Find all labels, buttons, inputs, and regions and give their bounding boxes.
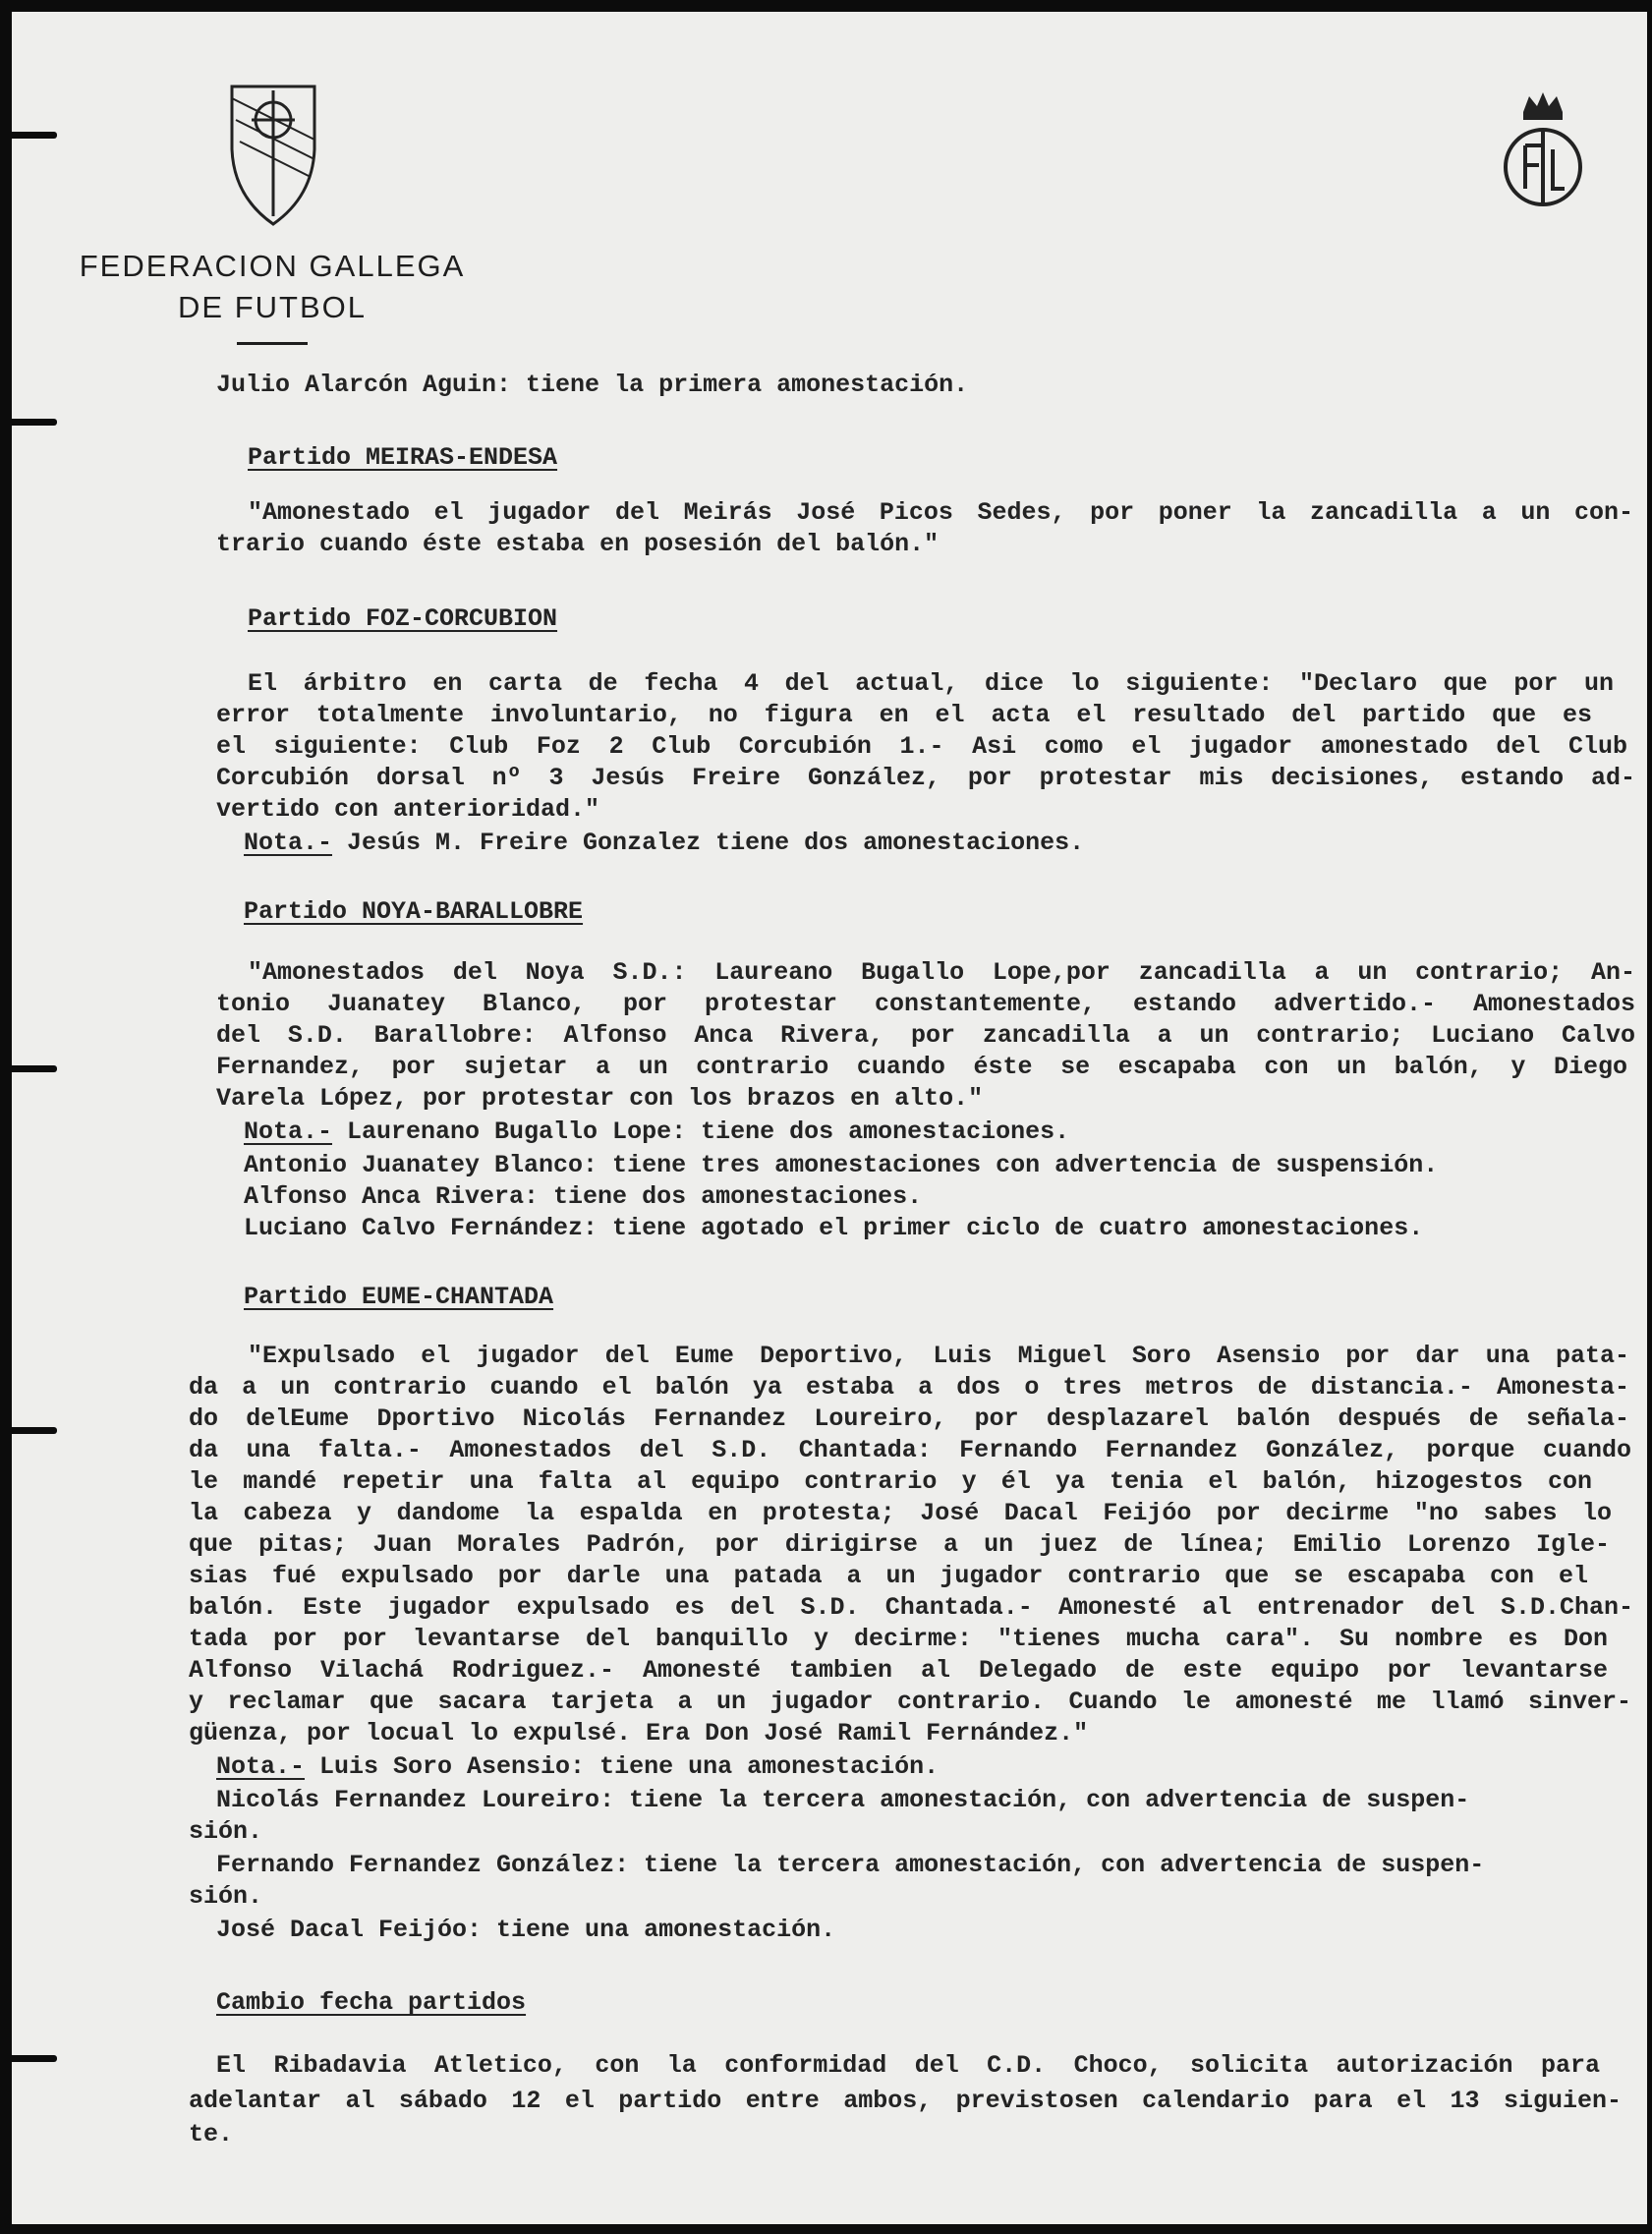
text-line: tonio Juanatey Blanco, por protestar constantemente, estando advertido.- Amonestados [216, 990, 1635, 1018]
note-text: Laurenano Bugallo Lope: tiene dos amonestaciones. [332, 1117, 1070, 1146]
text-line: tada por por levantarse del banquillo y decirme: "tienes mucha cara". Su nombre es Don [189, 1625, 1608, 1653]
federation-name-line2: DE FUTBOL [178, 290, 367, 324]
text-line: da una falta.- Amonestados del S.D. Chantada: Fernando Fernandez González, porque cuando [189, 1436, 1631, 1464]
text-line: y reclamar que sacara tarjeta a un jugador contrario. Cuando le amonesté me llamó sinver- [189, 1688, 1631, 1716]
text-line: Fernandez, por sujetar a un contrario cuando éste se escapaba con un balón, y Diego [216, 1053, 1627, 1081]
document-page [12, 12, 1647, 2224]
federation-name-line1: FEDERACION GALLEGA [79, 249, 466, 283]
note-text: Luis Soro Asensio: tiene una amonestación. [305, 1752, 940, 1781]
text-line: Varela López, por protestar con los brazos en alto." [216, 1084, 984, 1113]
text-line: "Amonestados del Noya S.D.: Laureano Bugallo Lope,por zancadilla a un contrario; An- [248, 958, 1635, 987]
text-line: do delEume Dportivo Nicolás Fernandez Loureiro, por desplazarel balón después de señala- [189, 1404, 1629, 1433]
text-line: el siguiente: Club Foz 2 Club Corcubión 1.- Asi como el jugador amonestado del Club [216, 732, 1627, 761]
text-line: Corcubión dorsal nº 3 Jesús Freire González, por protestar mis decisiones, estando ad- [216, 764, 1635, 792]
text-line: "Amonestado el jugador del Meirás José Picos Sedes, por poner la zancadilla a un con- [248, 498, 1633, 527]
note-line: Fernando Fernandez González: tiene la tercera amonestación, con advertencia de suspen- [216, 1851, 1485, 1879]
text-line: que pitas; Juan Morales Padrón, por dirigirse a un juez de línea; Emilio Lorenzo Igle- [189, 1530, 1610, 1559]
text-line: vertido con anterioridad." [216, 795, 600, 824]
text-line: "Expulsado el jugador del Eume Deportivo, Luis Miguel Soro Asensio por dar una pata- [248, 1342, 1629, 1370]
note-line: José Dacal Feijóo: tiene una amonestación. [216, 1916, 836, 1944]
note-line: sión. [189, 1882, 263, 1911]
note-line: Luciano Calvo Fernández: tiene agotado el primer ciclo de cuatro amonestaciones. [244, 1214, 1424, 1242]
section-title: Partido EUME-CHANTADA [244, 1283, 554, 1311]
text-line: Alfonso Vilachá Rodriguez.- Amonesté tambien al Delegado de este equipo por levantarse [189, 1656, 1608, 1685]
text-line: sias fué expulsado por darle una patada a un jugador contrario que se escapaba con el [189, 1562, 1588, 1590]
note-label: Nota.- [216, 1752, 306, 1781]
text-line: balón. Este jugador expulsado es del S.D. Chantada.- Amonesté al entrenador del S.D.Chan- [189, 1593, 1633, 1622]
text-line: El Ribadavia Atletico, con la conformidad del C.D. Choco, solicita autorización para [216, 2051, 1600, 2080]
note-line: Antonio Juanatey Blanco: tiene tres amonestaciones con advertencia de suspensión. [244, 1151, 1439, 1179]
text-line: error totalmente involuntario, no figura en el acta el resultado del partido que es [216, 701, 1592, 729]
note-label: Nota.- [244, 829, 333, 857]
text-line: güenza, por locual lo expulsé. Era Don José Ramil Fernández." [189, 1719, 1089, 1747]
section-title: Partido NOYA-BARALLOBRE [244, 897, 584, 926]
section-title: Partido FOZ-CORCUBION [248, 604, 558, 633]
text-line: le mandé repetir una falta al equipo contrario y él ya tenia el balón, hizogestos con [189, 1467, 1592, 1496]
text-line: El árbitro en carta de fecha 4 del actual, dice lo siguiente: "Declaro que por un [248, 669, 1614, 698]
text-line: trario cuando éste estaba en posesión del balón." [216, 530, 940, 558]
section-title: Cambio fecha partidos [216, 1988, 527, 2017]
note-line: sión. [189, 1817, 263, 1846]
intro-line: Julio Alarcón Aguin: tiene la primera amonestación. [216, 371, 969, 399]
text-line: te. [189, 2120, 234, 2148]
note-text: Jesús M. Freire Gonzalez tiene dos amonestaciones. [332, 829, 1085, 857]
text-line: adelantar al sábado 12 el partido entre ambos, previstosen calendario para el 13 siguien- [189, 2087, 1622, 2115]
document-body [12, 12, 1647, 2224]
text-line: la cabeza y dandome la espalda en protesta; José Dacal Feijóo por decirme "no sabes lo [189, 1499, 1612, 1527]
note-line: Nicolás Fernandez Loureiro: tiene la tercera amonestación, con advertencia de suspen- [216, 1786, 1470, 1814]
section-title: Partido MEIRAS-ENDESA [248, 443, 558, 472]
text-line: del S.D. Barallobre: Alfonso Anca Rivera, por zancadilla a un contrario; Luciano Calvo [216, 1021, 1635, 1050]
text-line: da a un contrario cuando el balón ya estaba a dos o tres metros de distancia.- Amonesta- [189, 1373, 1629, 1402]
note-line [216, 1751, 939, 1783]
note-line: Alfonso Anca Rivera: tiene dos amonestaciones. [244, 1182, 923, 1211]
note-label: Nota.- [244, 1117, 333, 1146]
note-line [244, 1117, 1069, 1148]
note-line [244, 828, 1084, 859]
